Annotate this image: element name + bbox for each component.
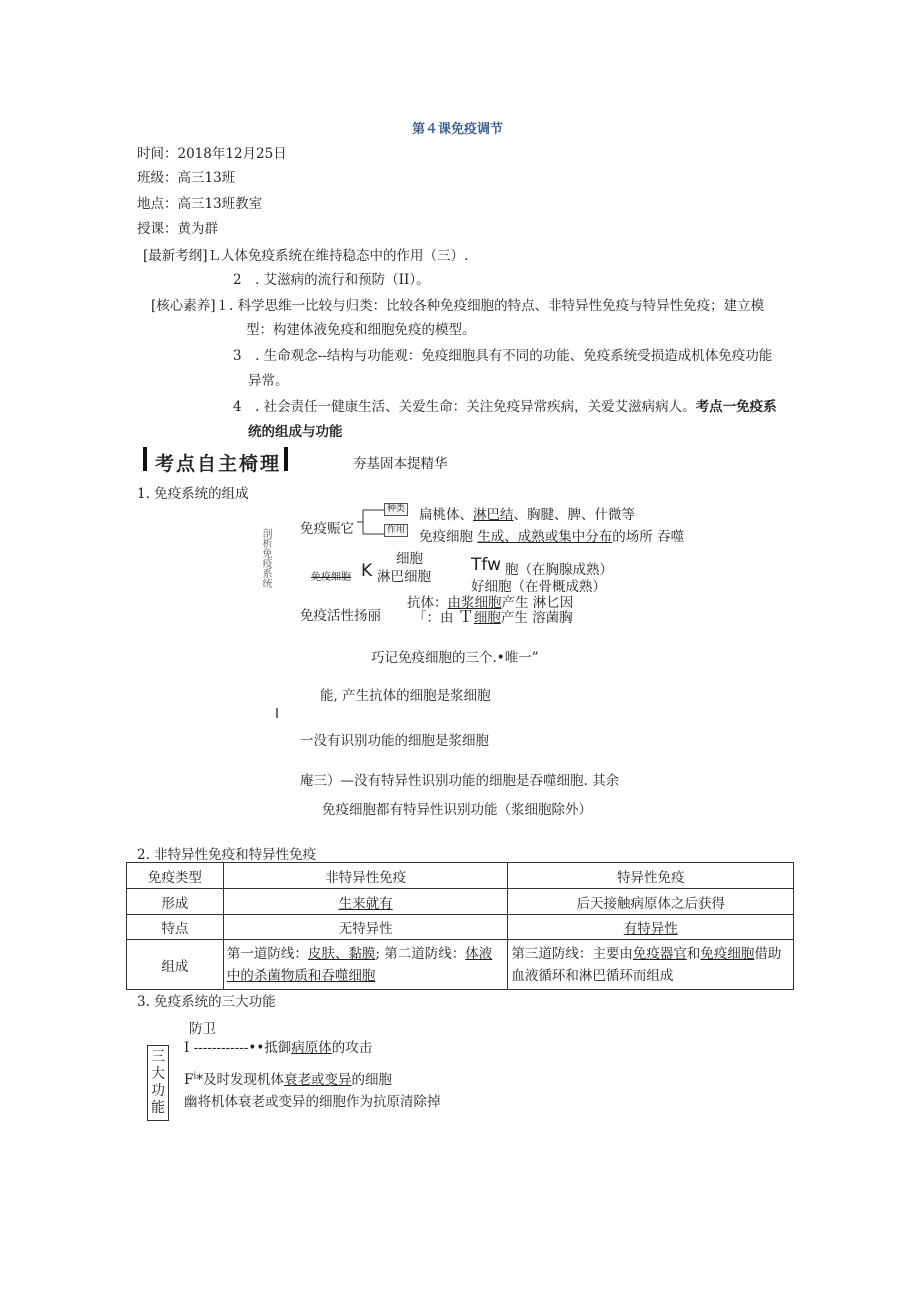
table-row <box>127 915 794 940</box>
s2-title: 2. 非特异性免疫和特异性免疫 <box>137 847 317 863</box>
table-row <box>127 863 794 889</box>
func-3: 幽将机体衰老或变异的细胞作为抗原清除掉 <box>184 1094 441 1110</box>
comp-s2: 免疫器官 <box>632 945 687 962</box>
tip-2: 一没有识别功能的细胞是浆细胞 <box>300 733 489 749</box>
func-2e: 的细胞 <box>351 1072 393 1088</box>
func-1b: 病原体 <box>291 1040 332 1056</box>
organ-bracket <box>355 504 387 538</box>
row-label: 特点 <box>127 915 224 940</box>
immunity-compare-table <box>126 862 794 990</box>
core-line-3b: 统的组成与功能 <box>248 424 343 440</box>
func-2a: F <box>184 1072 194 1088</box>
func-2 <box>184 1068 392 1088</box>
page-title: 第４课免疫调节 <box>412 122 504 137</box>
active-substance: 免疫活性扬丽 <box>300 608 381 624</box>
s1-title: 1. 免疫系统的组成 <box>137 486 249 502</box>
comp-n3: ; 第二道防线： <box>375 945 466 962</box>
class-line: 班级：高三13班 <box>137 170 236 186</box>
table-header: 非特异性免疫 <box>223 863 508 889</box>
tip-3: 庵三）—没有特异性识别功能的细胞是吞噬细胞. 其余 <box>300 773 620 789</box>
func-1 <box>184 1036 372 1056</box>
core-line-2: 3 . 生命观念--结构与功能观：免疫细胞具有不同的功能、免疫系统受损造成机体免疫功能 <box>233 348 773 364</box>
section-subtitle: 夯基固本提精华 <box>353 456 448 472</box>
table-cell: 有特异性 <box>508 915 794 940</box>
table-cell <box>508 940 794 990</box>
table-row <box>127 940 794 990</box>
immune-cell-label: 免疫细胞 <box>311 572 351 583</box>
tips-title: 巧记免疫细胞的三个.•唯一” <box>371 650 539 666</box>
organ-function <box>419 525 684 545</box>
lysozyme-mark: 「：由 <box>413 610 454 626</box>
guard-label: 防卫 <box>189 1021 216 1037</box>
table-header: 特异性免疫 <box>508 863 794 889</box>
t-cell-desc: 胞（在胸腺成熟） <box>505 562 613 578</box>
produce-word: 产生 <box>500 610 528 626</box>
antibody-b: 由浆细胞 <box>447 595 502 611</box>
organ-types-a: 扁桃体、 <box>419 507 473 523</box>
lysozyme-line <box>413 604 573 627</box>
antibody-c: 产生 <box>501 595 529 611</box>
core-line-1b: 型：构建体液免疫和细胞免疫的模型。 <box>246 322 476 338</box>
row-label: 形成 <box>127 889 224 915</box>
k-mark: K <box>361 561 373 581</box>
organ-label: 免疫赈它 <box>300 521 354 537</box>
tag-function: 作用 <box>384 524 408 537</box>
syllabus-line-1: [最新考纲]Ｌ人体免疫系统在维持稳态中的作用（三）. <box>143 248 469 264</box>
time-line: 时间：2018年12月25日 <box>137 146 287 162</box>
comp-n4: 体液 <box>465 945 493 962</box>
tfw-mark: Tfw <box>471 555 501 575</box>
organ-types-b: 淋巴结 <box>473 507 514 523</box>
row-label: 组成 <box>127 940 224 990</box>
table-row <box>127 889 794 915</box>
comp-n5: 中的杀菌物质和吞噬细胞 <box>226 967 376 984</box>
s3-title: 3. 免疫系统的三大功能 <box>137 994 276 1010</box>
comp-s5: 借助 <box>754 945 782 962</box>
lymph-cell: 淋巴细胞 <box>377 569 431 585</box>
core-line-3-bold: 考点一免疫系 <box>695 399 777 415</box>
s1-vertical-label: 剖析免疫系统 <box>260 528 271 588</box>
func-2c: *及时发现机体 <box>196 1072 285 1088</box>
phago-word: 吞噬 <box>657 529 685 545</box>
organ-types-c: 、胸腱、脾、什微等 <box>513 507 635 523</box>
func-1a: I ------------••抵御 <box>184 1040 292 1056</box>
tip-bar: I <box>275 706 279 722</box>
table-cell: 生来就有 <box>223 889 508 915</box>
core-line-2b: 异常。 <box>248 373 289 389</box>
teacher-line: 授课：黄为群 <box>137 221 218 237</box>
place-line: 地点：高三13班教室 <box>137 196 263 212</box>
three-functions-box: 三大功能 <box>147 1045 169 1121</box>
section-heading: 考点自主椅理 <box>155 453 282 475</box>
antibody-a: 抗体： <box>407 595 448 611</box>
table-cell: 无特异性 <box>223 915 508 940</box>
comp-n1: 第一道防线： <box>226 945 308 962</box>
b-cell-desc: 好细胞（在骨概成熟） <box>471 579 606 595</box>
organ-types <box>419 503 635 523</box>
table-cell: 后天接触病原体之后获得 <box>508 889 794 915</box>
lymphokine: 淋匕因 <box>532 595 574 611</box>
tip-3b: 免疫细胞都有特异性识别功能（浆细胞除外） <box>322 802 592 818</box>
tcell-2: 细胞 <box>473 610 501 626</box>
func-2b: i <box>193 1071 197 1082</box>
comp-s1: 第三道防线：主要由 <box>511 945 633 962</box>
core-line-3 <box>233 395 777 415</box>
tag-types: 种类 <box>384 503 408 516</box>
comp-s4: 免疫细胞 <box>700 945 755 962</box>
lysozyme-word: 溶菌胸 <box>532 610 573 626</box>
organ-func-a: 免疫细胞 <box>419 529 473 545</box>
tip-1: 能, 产生抗体的细胞是浆细胞 <box>320 688 491 704</box>
comp-s3: 和 <box>686 945 701 962</box>
organ-func-c: 的场所 <box>612 529 653 545</box>
t-mark: Ｔ <box>457 607 474 626</box>
core-line-3-text: 4 . 社会责任一健康生活、关爱生命：关注免疫异常疾病，关爱艾滋病病人。 <box>233 399 696 415</box>
core-line-1: [核心素养]１. 科学思维一比较与归类：比较各种免疫细胞的特点、非特异性免疫与特异性免疫；建立模 <box>151 298 765 314</box>
section-bar-right <box>284 447 288 471</box>
comp-s6: 血液循环和淋巴循环而组成 <box>511 967 674 984</box>
comp-n2: 皮肤、黏膜 <box>307 945 376 962</box>
table-cell <box>223 940 508 990</box>
table-header: 免疫类型 <box>127 863 224 889</box>
func-1c: 的攻击 <box>331 1040 373 1056</box>
syllabus-line-2: 2 . 艾滋病的流行和预防（II）。 <box>233 272 430 288</box>
cell-word: 细胞 <box>396 551 423 567</box>
section-bar-left <box>143 447 147 471</box>
func-2d: 衰老或变异 <box>284 1072 352 1088</box>
organ-func-b: 生成、成熟或集中分布 <box>477 529 613 545</box>
